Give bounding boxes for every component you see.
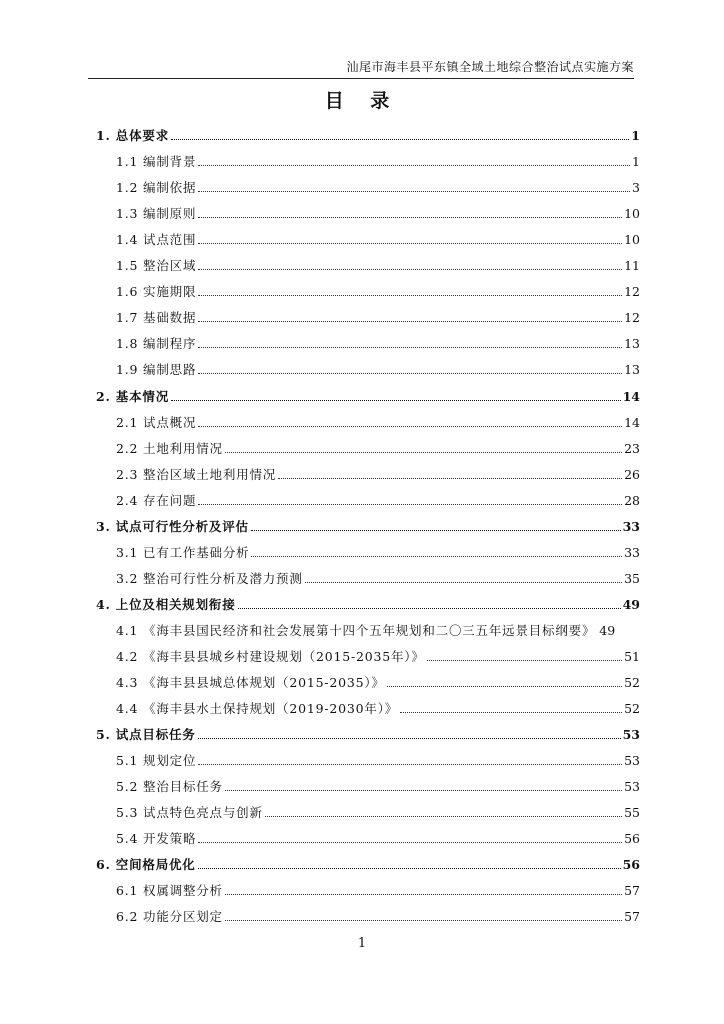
dot-leader (198, 165, 630, 166)
page-number: 1 (357, 936, 367, 951)
toc-entry-label: 4.2 《海丰县县城乡村建设规划（2015-2035年）》 (116, 648, 425, 664)
toc-entry-label: 4. 上位及相关规划衔接 (96, 596, 236, 612)
dot-leader (198, 764, 622, 765)
toc-section-entry[interactable] (96, 717, 640, 743)
toc-entry-label: 2. 基本情况 (96, 388, 170, 404)
toc-entry-label: 6.2 功能分区划定 (116, 909, 223, 925)
dot-leader (198, 373, 622, 374)
toc-subsection-entry[interactable] (96, 769, 640, 795)
toc-subsection-entry[interactable] (96, 561, 640, 587)
dot-leader (198, 217, 622, 218)
toc-subsection-entry[interactable] (96, 170, 640, 196)
toc-entry-page: 52 (624, 701, 640, 717)
toc-entry-page: 49 (622, 596, 640, 612)
toc-subsection-entry[interactable] (96, 899, 640, 925)
toc-entry-label: 1.4 试点范围 (116, 232, 197, 248)
dot-leader (171, 400, 621, 401)
toc-entry-label: 3.2 整治可行性分析及潜力预测 (116, 570, 303, 586)
toc-entry-page: 56 (622, 857, 640, 873)
toc-entry-label: 1.9 编制思路 (116, 362, 197, 378)
toc-entry-page: 53 (622, 727, 640, 743)
toc-entry-page: 11 (624, 258, 640, 274)
dot-leader (225, 920, 622, 921)
toc-subsection-entry[interactable] (96, 795, 640, 821)
toc-entry-label: 1.3 编制原则 (116, 206, 197, 222)
toc-subsection-entry[interactable] (96, 352, 640, 378)
toc-subsection-entry[interactable] (96, 144, 640, 170)
toc-entry-page: 55 (624, 805, 640, 821)
toc-section-entry[interactable] (96, 847, 640, 873)
toc-entry-page: 10 (624, 206, 640, 222)
toc-entry-label: 2.1 试点概况 (116, 414, 197, 430)
page-header (88, 56, 634, 79)
toc-entry-label: 3. 试点可行性分析及评估 (96, 518, 249, 534)
dot-leader (198, 321, 622, 322)
toc-entry-page: 33 (622, 518, 640, 534)
dot-leader (251, 530, 621, 531)
toc-entry-page: 51 (624, 648, 640, 664)
toc-entry-label: 5. 试点目标任务 (96, 727, 196, 743)
toc-subsection-entry[interactable] (96, 248, 640, 274)
toc-entry-page: 56 (624, 831, 640, 847)
dot-leader (198, 347, 622, 348)
toc-section-entry[interactable] (96, 587, 640, 613)
toc-entry-page: 35 (624, 570, 640, 586)
dot-leader (171, 139, 629, 140)
toc-entry-page: 49 (599, 622, 616, 638)
dot-leader (198, 504, 622, 505)
toc-subsection-entry[interactable] (96, 326, 640, 352)
toc-entry-label: 5.4 开发策略 (116, 831, 197, 847)
toc-entry-page: 26 (624, 466, 640, 482)
toc-entry-page: 14 (622, 388, 640, 404)
toc-entry-page: 1 (631, 128, 640, 144)
dot-leader (198, 191, 630, 192)
toc-entry-label: 1.1 编制背景 (116, 154, 197, 170)
toc-entry-page: 23 (624, 440, 640, 456)
toc-subsection-entry[interactable] (96, 457, 640, 483)
table-of-contents (96, 118, 640, 925)
toc-entry-label: 2.2 土地利用情况 (116, 440, 223, 456)
toc-entry-page: 1 (632, 154, 640, 170)
dot-leader (198, 842, 622, 843)
toc-section-entry[interactable] (96, 378, 640, 404)
header-title: 汕尾市海丰县平东镇全域土地综合整治试点实施方案 (346, 60, 634, 74)
toc-subsection-entry[interactable] (96, 300, 640, 326)
dot-leader (305, 582, 622, 583)
dot-leader (400, 712, 622, 713)
dot-leader (225, 790, 622, 791)
toc-subsection-entry[interactable] (96, 222, 640, 248)
dot-leader (225, 894, 622, 895)
toc-subsection-entry[interactable] (96, 274, 640, 300)
toc-entry-page: 14 (624, 414, 640, 430)
toc-section-entry[interactable] (96, 509, 640, 535)
toc-entry-page: 57 (624, 909, 640, 925)
toc-entry-page: 3 (632, 180, 640, 196)
dot-leader (198, 738, 621, 739)
toc-entry-label: 1.6 实施期限 (116, 284, 197, 300)
toc-entry-label: 2.4 存在问题 (116, 492, 197, 508)
toc-entry-label: 4.1 《海丰县国民经济和社会发展第十四个五年规划和二〇三五年远景目标纲要》 (116, 622, 596, 638)
dot-leader (238, 608, 621, 609)
toc-entry-page: 57 (624, 883, 640, 899)
toc-entry-label: 1. 总体要求 (96, 128, 170, 144)
toc-subsection-entry[interactable] (96, 639, 640, 665)
dot-leader (387, 686, 622, 687)
toc-entry-page: 53 (624, 753, 640, 769)
toc-title: 目 录 (324, 90, 400, 112)
toc-entry-page: 52 (624, 675, 640, 691)
toc-entry-page: 53 (624, 779, 640, 795)
toc-entry-page: 33 (624, 544, 640, 560)
toc-subsection-entry[interactable] (96, 431, 640, 457)
dot-leader (278, 478, 622, 479)
dot-leader (265, 816, 622, 817)
dot-leader (198, 295, 622, 296)
toc-subsection-entry[interactable] (96, 665, 640, 691)
dot-leader (198, 868, 621, 869)
toc-entry-label: 1.7 基础数据 (116, 310, 197, 326)
toc-subsection-entry[interactable] (96, 535, 640, 561)
toc-section-entry[interactable] (96, 118, 640, 144)
dot-leader (427, 660, 622, 661)
toc-subsection-entry[interactable] (96, 873, 640, 899)
toc-subsection-entry[interactable] (96, 613, 640, 639)
toc-entry-label: 3.1 已有工作基础分析 (116, 544, 250, 560)
toc-entry-page: 28 (624, 492, 640, 508)
dot-leader (198, 269, 622, 270)
toc-entry-label: 5.2 整治目标任务 (116, 779, 223, 795)
toc-entry-label: 2.3 整治区域土地利用情况 (116, 466, 277, 482)
toc-entry-label: 5.3 试点特色亮点与创新 (116, 805, 263, 821)
toc-subsection-entry[interactable] (96, 483, 640, 509)
toc-entry-label: 1.2 编制依据 (116, 180, 197, 196)
toc-entry-page: 12 (624, 310, 640, 326)
toc-subsection-entry[interactable] (96, 821, 640, 847)
toc-entry-page: 13 (624, 336, 640, 352)
toc-entry-label: 1.8 编制程序 (116, 336, 197, 352)
toc-entry-page: 13 (624, 362, 640, 378)
toc-entry-page: 12 (624, 284, 640, 300)
toc-entry-label: 6.1 权属调整分析 (116, 883, 223, 899)
toc-subsection-entry[interactable] (96, 743, 640, 769)
toc-subsection-entry[interactable] (96, 196, 640, 222)
dot-leader (198, 243, 622, 244)
toc-entry-page: 10 (624, 232, 640, 248)
toc-subsection-entry[interactable] (96, 405, 640, 431)
toc-subsection-entry[interactable] (96, 691, 640, 717)
dot-leader (198, 426, 622, 427)
dot-leader (251, 556, 622, 557)
toc-entry-label: 5.1 规划定位 (116, 753, 197, 769)
toc-entry-label: 6. 空间格局优化 (96, 857, 196, 873)
toc-entry-label: 4.3 《海丰县县城总体规划（2015-2035）》 (116, 675, 385, 691)
dot-leader (225, 452, 622, 453)
toc-entry-label: 4.4 《海丰县水土保持规划（2019-2030年）》 (116, 701, 399, 717)
toc-entry-label: 1.5 整治区域 (116, 258, 197, 274)
